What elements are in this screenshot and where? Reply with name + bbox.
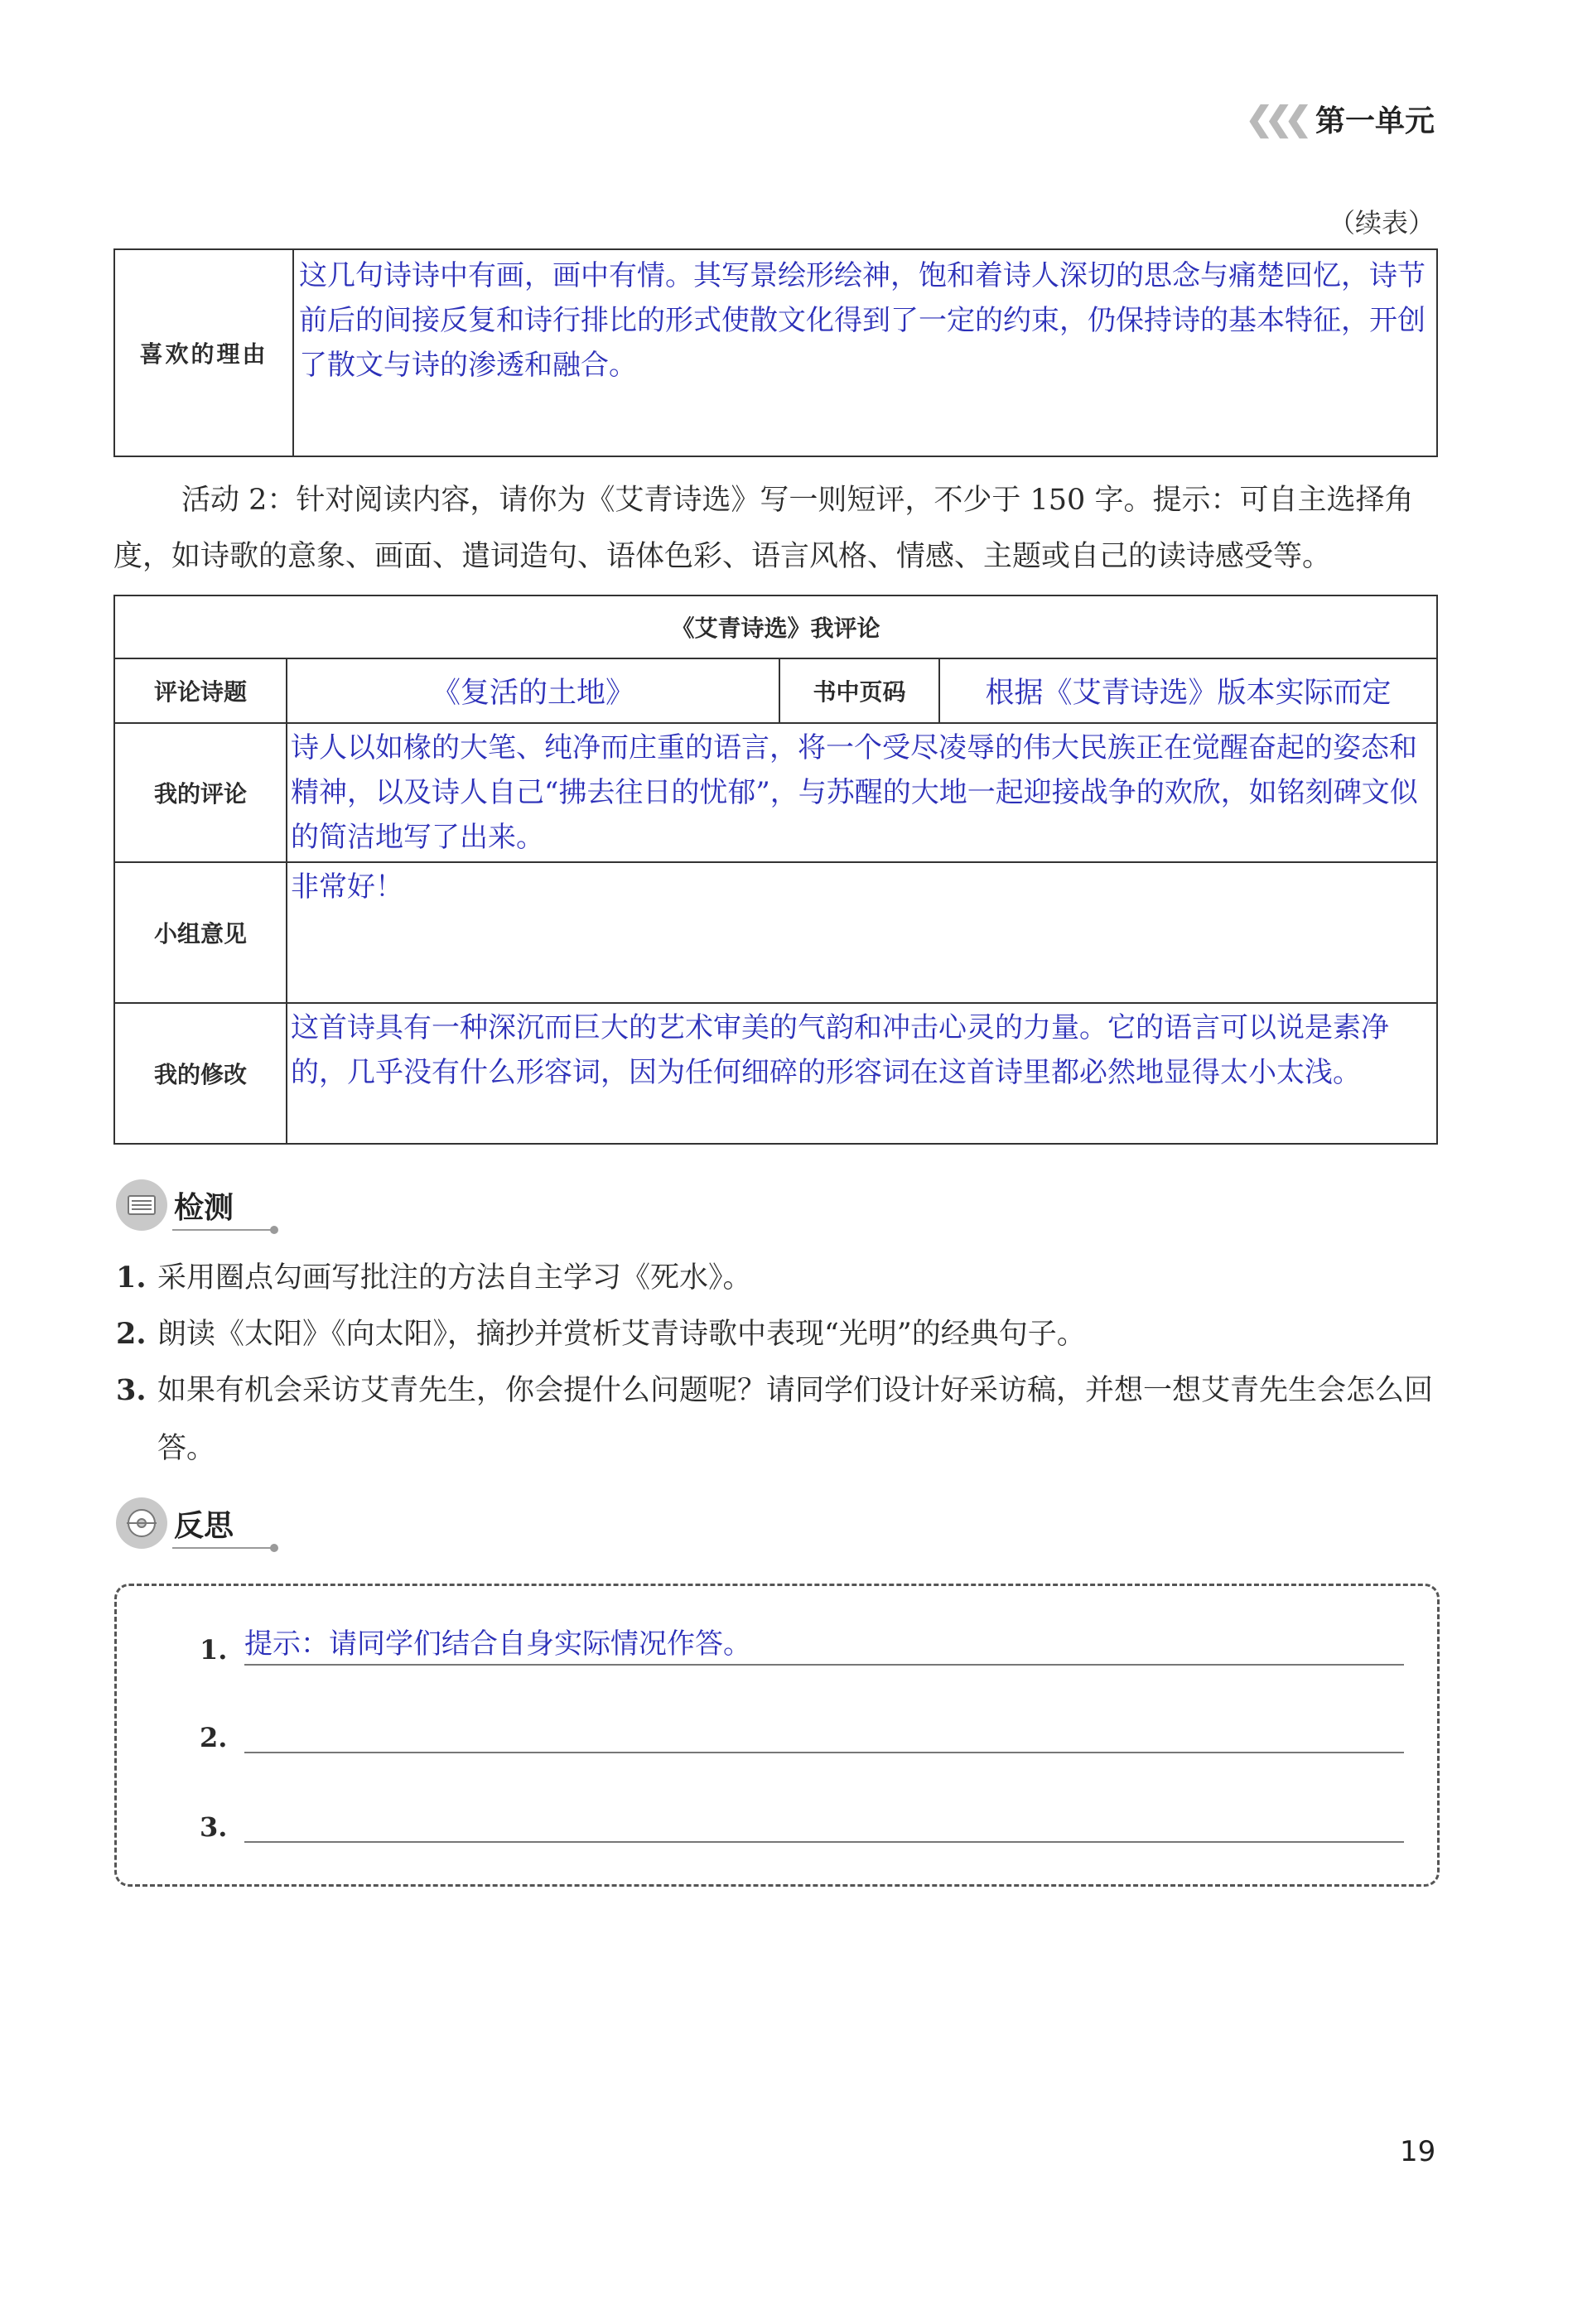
test-item — [116, 1362, 1441, 1478]
comment-label: 我的评论 — [115, 724, 287, 861]
reason-label: 喜欢的理由 — [115, 250, 294, 456]
book-icon — [116, 1179, 167, 1231]
unit-header — [1245, 98, 1435, 140]
activity2-text: 活动 2：针对阅读内容，请你为《艾青诗选》写一则短评，不少于 150 字。提示：可自主选择角度，如诗歌的意象、画面、遣词造句、语体色彩、语言风格、情感、主题或自己的读诗感受等。 — [113, 484, 1414, 573]
revise-value: 这首诗具有一种深沉而巨大的艺术审美的气韵和冲击心灵的力量。它的语言可以说是素净的，几乎没有什么形容词，因为任何细碎的形容词在这首诗里都必然地显得太小太浅。 — [291, 1011, 1389, 1089]
reflection-line — [200, 1801, 1404, 1843]
reason-answer: 这几句诗诗中有画，画中有情。其写景绘形绘神，饱和着诗人深切的思念与痛楚回忆，诗节前后的间接反复和诗行排比的形式使散文化得到了一定的约束，仍保持诗的基本特征，开创了散文与诗的渗透和融合。 — [299, 259, 1426, 382]
page-number: 19 — [1400, 2135, 1436, 2168]
test-underline-dot — [270, 1226, 278, 1234]
review-title-row — [115, 658, 1436, 722]
test-item-text: 朗读《太阳》《向太阳》，摘抄并赏析艾青诗歌中表现“光明”的经典句子。 — [157, 1318, 1086, 1351]
reflection-input[interactable] — [244, 1712, 1404, 1753]
comment-value: 诗人以如椽的大笔、纯净而庄重的语言，将一个受尽凌辱的伟大民族正在觉醒奋起的姿态和精神，以及诗人自己“拂去往日的忧郁”，与苏醒的大地一起迎接战争的欢欣，如铭刻碑文似的简洁地写了出来。 — [291, 731, 1418, 854]
test-item — [116, 1249, 1441, 1307]
page-value: 根据《艾青诗选》版本实际而定 — [985, 677, 1392, 710]
title-value: 《复活的土地》 — [287, 659, 780, 722]
test-item-text: 采用圈点勾画写批注的方法自主学习《死水》。 — [157, 1261, 752, 1295]
test-section-header — [116, 1179, 234, 1231]
disc-icon — [116, 1497, 167, 1549]
page-label: 书中页码 — [780, 659, 940, 722]
reflection-line — [200, 1624, 1404, 1666]
reflection-input[interactable] — [244, 1801, 1404, 1843]
reflection-box — [114, 1584, 1440, 1887]
title-label: 评论诗题 — [115, 659, 287, 722]
chevron-left-icon: ❮❮❮ — [1245, 99, 1304, 138]
test-item — [116, 1305, 1441, 1363]
reflect-underline — [172, 1547, 272, 1549]
test-section-title: 检测 — [174, 1190, 234, 1225]
group-label: 小组意见 — [115, 863, 287, 1002]
unit-title: 第一单元 — [1315, 104, 1435, 138]
reflection-number: 2. — [200, 1722, 228, 1753]
group-value: 非常好！ — [291, 870, 403, 904]
review-comment-row — [115, 722, 1436, 861]
reason-table — [113, 248, 1438, 457]
review-caption: 《艾青诗选》我评论 — [671, 615, 880, 642]
reflection-line — [200, 1712, 1404, 1753]
reflect-section-title: 反思 — [174, 1508, 234, 1543]
test-item-number: 1. — [116, 1261, 147, 1295]
test-item-text: 如果有机会采访艾青先生，你会提什么问题呢？请同学们设计好采访稿，并想一想艾青先生会怎么回答。 — [157, 1374, 1434, 1465]
reflection-number: 3. — [200, 1811, 228, 1843]
review-revise-row — [115, 1002, 1436, 1143]
reflection-input[interactable]: 提示：请同学们结合自身实际情况作答。 — [244, 1624, 1404, 1666]
test-item-number: 2. — [116, 1317, 147, 1351]
test-item-number: 3. — [116, 1373, 147, 1407]
test-underline — [172, 1229, 272, 1231]
review-group-row — [115, 861, 1436, 1002]
review-table — [113, 595, 1438, 1145]
reflect-section-header — [116, 1497, 234, 1549]
revise-label: 我的修改 — [115, 1004, 287, 1143]
reflection-number: 1. — [200, 1634, 228, 1666]
reflect-underline-dot — [270, 1544, 278, 1552]
continued-note: （续表） — [1328, 207, 1435, 239]
